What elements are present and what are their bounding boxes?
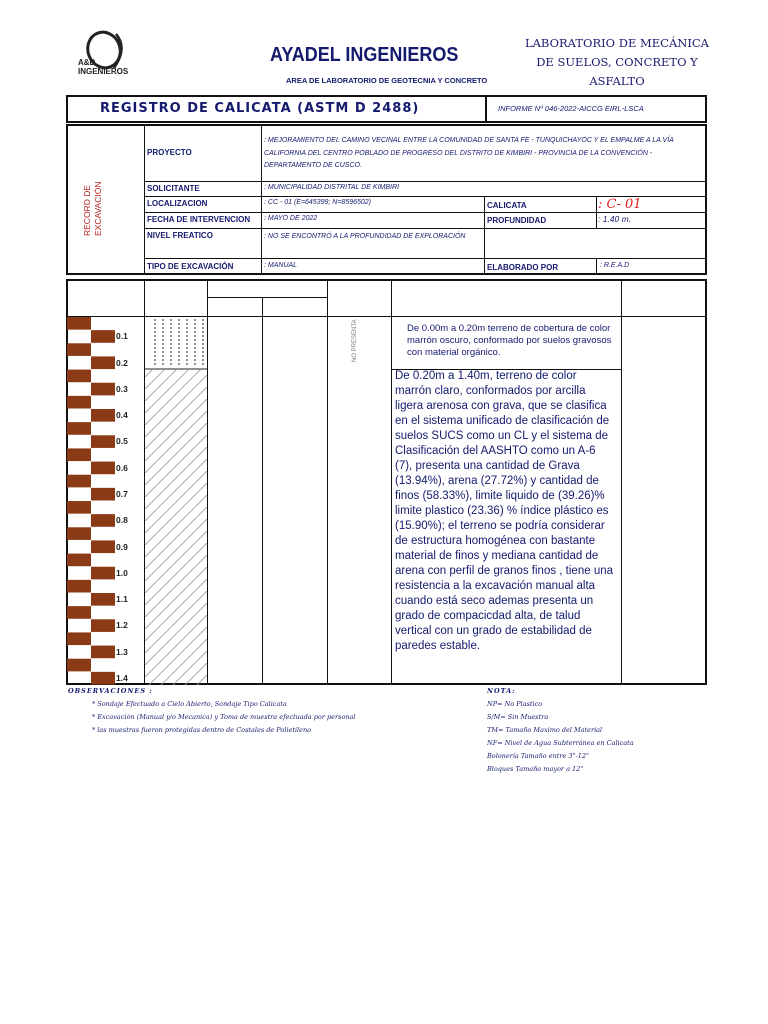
obs-item: * Excavación (Manual y/o Mecanica) y Toma de muestra efectuada por personal: [92, 713, 356, 721]
localizacion-label: LOCALIZACION: [147, 199, 208, 208]
hatch-line: [145, 339, 207, 401]
company-subtitle: AREA DE LABORATORIO DE GEOTECNIA Y CONCRETO: [286, 76, 488, 85]
elaborado-label: ELABORADO POR: [487, 263, 559, 272]
soil-brick: [67, 527, 91, 540]
hatch-line: [145, 327, 207, 389]
fecha-label: FECHA DE INTERVENCION: [147, 215, 251, 224]
observaciones-heading: OBSERVACIONES :: [68, 687, 153, 695]
soil-brick: [91, 356, 115, 369]
hatch-line: [145, 459, 207, 521]
record-line-1: RECORD DE: [82, 184, 92, 236]
soil-brick: [91, 409, 115, 422]
hatch-line: [145, 375, 207, 437]
nota-item: S/M= Sin Muestra: [487, 713, 549, 721]
depth-label: 0.5: [116, 436, 128, 447]
soil-symbol-column: [145, 317, 207, 685]
lab-title: [522, 34, 712, 91]
depth-label: 1.0: [116, 567, 128, 578]
nota-heading: NOTA:: [487, 687, 516, 695]
soil-brick: [67, 501, 91, 514]
hatch-line: [145, 411, 207, 473]
hatch-line: [145, 471, 207, 533]
obs-item: * Sondaje Efectuado a Cielo Abierto, Sondaje Tipo Calicata: [92, 700, 287, 708]
depth-label: 1.3: [116, 646, 128, 657]
soil-brick: [67, 370, 91, 383]
soil-brick: [67, 396, 91, 409]
hatch-line: [145, 363, 207, 425]
hatch-line: [145, 579, 207, 641]
tipo-value: : MANUAL: [264, 262, 298, 269]
fecha-value: : MAYO DE 2022: [264, 215, 318, 222]
soil-brick: [91, 514, 115, 527]
hatch-line: [145, 483, 207, 545]
solicitante-value: : MUNICIPALIDAD DISTRITAL DE KIMBIRI: [264, 184, 399, 191]
calicata-label: CALICATA: [487, 201, 527, 210]
soil-brick: [67, 317, 91, 330]
localizacion-value: : CC - 01 (E=645399; N=8596502): [264, 199, 372, 206]
hatch-line: [145, 423, 207, 485]
soil-brick: [67, 343, 91, 356]
lab-line-2: DE SUELOS, CONCRETO Y: [536, 55, 698, 69]
hatch-line: [145, 591, 207, 653]
nivel-label: NIVEL FREATICO: [147, 231, 213, 240]
obs-item: * las muestras fueron protegidas dentro de Costales de Polietileno: [92, 726, 312, 734]
company-name: AYADEL INGENIEROS: [270, 44, 459, 66]
proyecto-value: : MEJORAMIENTO DEL CAMINO VECINAL ENTRE LA COMUNIDAD DE SANTA FE - TUNQUICHAYOC Y EL EMPALME A LA VÍA CALIFORNIA DEL CENTRO POBLADO DE PROGRESO DEL DISTRITO DE KIMBIRI - PROVINCIA DE LA CONVENCIÓN - DEPARTAMENTO DE CUSCO.: [264, 137, 674, 169]
soil-brick: [91, 462, 115, 475]
soil-brick: [91, 540, 115, 553]
hatch-line: [145, 603, 207, 665]
hatch-line: [145, 507, 207, 569]
record-line-2: EXCAVACIÓN: [93, 181, 103, 236]
hatch-line: [145, 387, 207, 449]
logo-text: A&D INGENIEROS: [78, 58, 129, 76]
depth-label: 0.3: [116, 383, 128, 394]
depth-label: 0.9: [116, 541, 128, 552]
hatch-line: [145, 567, 207, 629]
elaborado-value: : R.E.A.D: [600, 262, 630, 269]
solicitante-label: SOLICITANTE: [147, 184, 200, 193]
soil-brick: [91, 435, 115, 448]
hatch-line: [145, 399, 207, 461]
hatch-line: [145, 519, 207, 581]
soil-brick: [67, 448, 91, 461]
profundidad-label: PROFUNDIDAD: [487, 216, 547, 225]
soil-brick: [67, 580, 91, 593]
depth-label: 0.7: [116, 489, 128, 499]
soil-brick: [67, 632, 91, 645]
record-label: [82, 181, 104, 236]
tipo-label: TIPO DE EXCAVACIÓN: [147, 262, 234, 271]
hatch-line: [145, 543, 207, 605]
proyecto-label: PROYECTO: [147, 148, 192, 157]
soil-brick: [91, 646, 115, 659]
soil-brick: [91, 488, 115, 501]
soil-brick: [67, 554, 91, 567]
form-title: REGISTRO DE CALICATA (ASTM D 2488): [100, 101, 420, 116]
depth-label: 1.2: [116, 620, 128, 631]
no-presenta-label: NO PRESENTA: [352, 319, 358, 362]
soil-brick: [91, 593, 115, 606]
hatch-line: [145, 435, 207, 497]
depth-label: 0.8: [116, 515, 128, 526]
soil-brick: [67, 659, 91, 672]
lab-line-3: ASFALTO: [589, 74, 645, 88]
hatch-line: [145, 531, 207, 593]
depth-label: 1.4: [116, 673, 128, 683]
nota-item: Bloques Tamaño mayor a 12": [487, 765, 584, 773]
soil-brick: [67, 606, 91, 619]
soil-brick: [91, 672, 115, 685]
hatch-line: [145, 447, 207, 509]
layer-1-description: De 0.00m a 0.20m terreno de cobertura de color marrón oscuro, conformado por suelos gravosos con material orgánico.: [407, 323, 612, 358]
hatch-line: [145, 495, 207, 557]
depth-label: 1.1: [116, 594, 128, 605]
soil-brick: [91, 330, 115, 343]
hatch-line: [145, 317, 207, 377]
hatch-line: [145, 351, 207, 413]
nivel-value: : NO SE ENCONTRÓ A LA PROFUNDIDAD DE EXPLORACIÓN: [264, 233, 466, 240]
informe-number: INFORME Nº 046-2022-AICCG EIRL-LSCA: [498, 104, 644, 113]
hatch-line: [145, 555, 207, 617]
depth-label: 0.2: [116, 357, 128, 368]
depth-label: 0.4: [116, 410, 128, 421]
hatch-line: [145, 615, 207, 677]
nota-item: NP= No Plastico: [487, 700, 543, 708]
profundidad-value: : 1.40 m.: [598, 214, 632, 224]
soil-brick: [67, 475, 91, 488]
nota-item: TM= Tamaño Maximo del Material: [487, 726, 603, 734]
soil-brick: [91, 619, 115, 632]
soil-brick: [91, 383, 115, 396]
lab-line-1: LABORATORIO DE MECÁNICA: [524, 36, 709, 50]
depth-label: 0.6: [116, 462, 128, 473]
soil-brick: [67, 422, 91, 435]
nota-item: Bolonería Tamaño entre 3"-12": [487, 752, 590, 760]
soil-brick: [91, 567, 115, 580]
nota-item: NF= Nivel de Agua Subterránea en Calicata: [487, 739, 634, 747]
depth-label: 0.1: [116, 331, 128, 342]
layer-2-description: De 0.20m a 1.40m, terreno de color marrón claro, conformados por arcilla ligera arenosa con grava, que se clasifica en el sistema unificado de clasificación de suelos SUCS como un CL y el sistema de Clasificación del AASHTO como un A-6 (7), presenta una cantidad de Grava (13.94%), arena (27.72%) y cantidad de finos (58.33%), limite liquido de (39.26)% limite plastico (23.36) % índice plástico es (15.90%); el terreno se podría considerar de estructura homogénea con bastante material de finos y mediana cantidad de arena con perfil de granos finos , tiene una resistencia a la excavación manual alta cuando está seco ademas presenta un grado de compacicdad alta, de talud vertical con un grado de estabilidad de paredes estable.: [395, 370, 614, 652]
soil-column: [67, 317, 115, 685]
calicata-value: : C- 01: [598, 197, 642, 212]
